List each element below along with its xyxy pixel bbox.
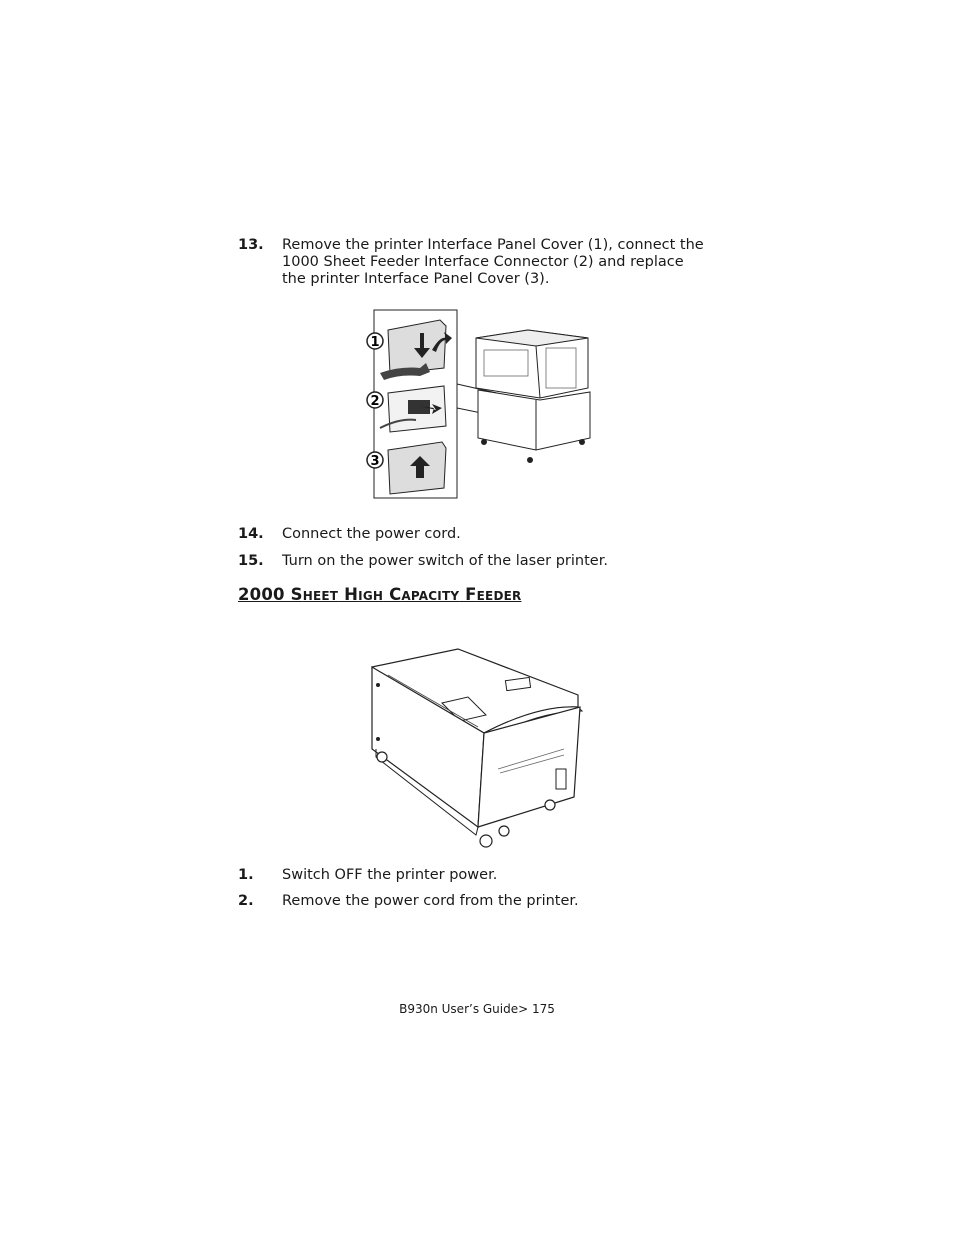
step-text: Turn on the power switch of the laser printer. — [282, 553, 608, 569]
high-capacity-feeder-figure — [368, 645, 588, 850]
step-text: Remove the power cord from the printer. — [282, 893, 579, 909]
interface-panel-figure — [360, 308, 600, 503]
step-number: 15. — [238, 553, 264, 569]
step-text: Switch OFF the printer power. — [282, 867, 498, 883]
step-number: 1. — [238, 867, 254, 883]
step-number: 14. — [238, 526, 264, 542]
callout-2: 2 — [370, 394, 380, 409]
callout-1: 1 — [370, 335, 380, 350]
page-footer: B930n User’s Guide> 175 — [399, 1002, 555, 1016]
step-text: Connect the power cord. — [282, 526, 461, 542]
section-heading: 2000 Sheet High Capacity Feeder — [238, 585, 522, 604]
step-number: 13. — [238, 237, 264, 253]
step-number: 2. — [238, 893, 254, 909]
step-text: Remove the printer Interface Panel Cover (1), connect the 1000 Sheet Feeder Interface Connector (2) and replace the printer Interface Panel Cover (3). — [282, 237, 704, 287]
callout-3: 3 — [370, 454, 380, 469]
